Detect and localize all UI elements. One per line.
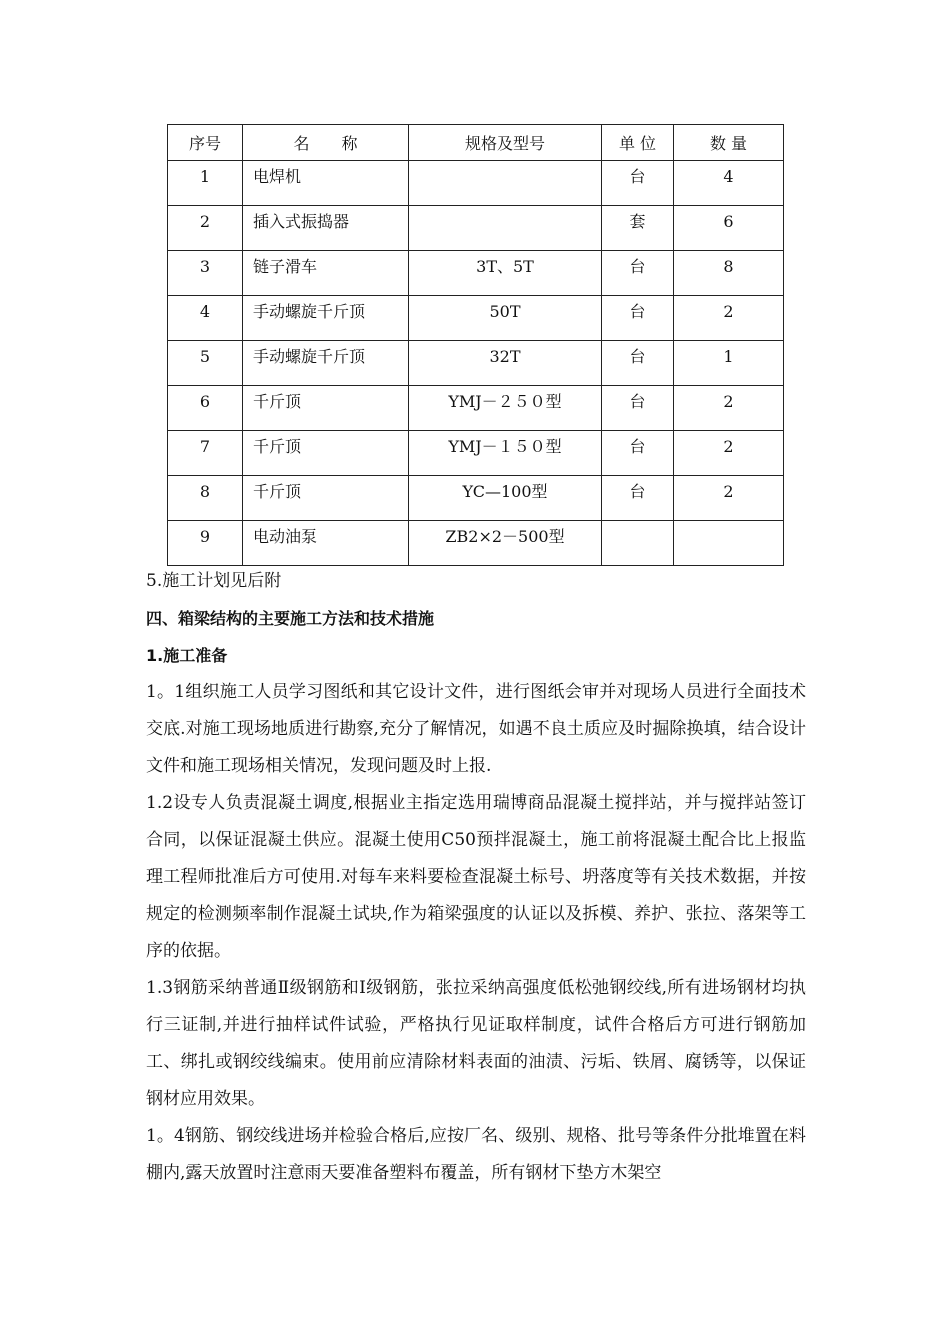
header-no: 序号 [168, 125, 243, 161]
row-unit: 台 [629, 257, 646, 276]
table-row [168, 521, 784, 566]
row-qty: 2 [723, 482, 734, 501]
row-unit [602, 521, 673, 527]
row-qty: 2 [723, 392, 734, 411]
schedule-note: 5.施工计划见后附 [146, 571, 282, 591]
table-row [168, 161, 784, 206]
row-qty: 6 [723, 212, 734, 231]
row-name: 电动油泵 [253, 527, 318, 546]
row-spec: 32T [489, 347, 521, 366]
table-row [168, 431, 784, 476]
subsection-heading: 1.施工准备 [146, 646, 228, 665]
table-row [168, 386, 784, 431]
row-spec [409, 206, 601, 212]
table-row [168, 206, 784, 251]
paragraph-1-3: 1.3钢筋采纳普通Ⅱ级钢筋和Ⅰ级钢筋，张拉采纳高强度低松弛钢绞线,所有进场钢材均执行三证制,并进行抽样试件试验，严格执行见证取样制度，试件合格后方可进行钢筋加工、绑扎或钢绞线编束。使用前应清除材料表面的油渍、污垢、铁屑、腐锈等，以保证钢材应用效果。 [146, 978, 806, 1109]
paragraph-1-1: 1。1组织施工人员学习图纸和其它设计文件，进行图纸会审并对现场人员进行全面技术交底.对施工现场地质进行勘察,充分了解情况，如遇不良土质应及时掘除换填，结合设计文件和施工现场相关情况，发现问题及时上报. [146, 682, 806, 776]
row-unit: 台 [629, 482, 646, 501]
row-spec: 50T [489, 302, 521, 321]
header-unit: 单 位 [602, 125, 674, 161]
row-no: 9 [199, 527, 211, 546]
row-spec: YMJ－１５０型 [448, 437, 562, 456]
table-header-row [168, 125, 784, 161]
header-spec: 规格及型号 [409, 125, 602, 161]
row-unit: 台 [629, 392, 646, 411]
row-name: 千斤顶 [253, 437, 302, 456]
row-spec: YC—100型 [462, 482, 548, 501]
row-no: 4 [199, 302, 211, 321]
paragraph-1-4: 1。4钢筋、钢绞线进场并检验合格后,应按厂名、级别、规格、批号等条件分批堆置在料棚内,露天放置时注意雨天要准备塑料布覆盖，所有钢材下垫方木架空 [146, 1126, 806, 1183]
row-spec [409, 161, 601, 167]
row-unit: 台 [629, 167, 646, 186]
row-unit: 台 [629, 437, 646, 456]
row-name: 插入式振捣器 [253, 212, 350, 231]
row-unit: 台 [629, 347, 646, 366]
table-row [168, 296, 784, 341]
row-qty [674, 521, 783, 527]
row-unit: 套 [629, 212, 646, 231]
row-no: 1 [199, 167, 211, 186]
row-no: 6 [199, 392, 211, 411]
row-spec: YMJ－２５０型 [448, 392, 562, 411]
table-row [168, 476, 784, 521]
row-name: 千斤顶 [253, 392, 302, 411]
row-qty: 8 [723, 257, 734, 276]
row-name: 手动螺旋千斤顶 [253, 302, 366, 321]
table-row [168, 251, 784, 296]
body-text [146, 563, 806, 1192]
equipment-table [167, 124, 784, 566]
row-name: 手动螺旋千斤顶 [253, 347, 366, 366]
section-heading: 四、箱梁结构的主要施工方法和技术措施 [146, 609, 435, 628]
row-qty: 1 [723, 347, 734, 366]
row-no: 5 [199, 347, 211, 366]
header-name: 名 称 [243, 125, 409, 161]
row-no: 2 [199, 212, 211, 231]
table-row [168, 341, 784, 386]
row-qty: 2 [723, 437, 734, 456]
row-no: 8 [199, 482, 211, 501]
header-qty: 数 量 [674, 125, 784, 161]
row-name: 千斤顶 [253, 482, 302, 501]
row-spec: 3T、5T [476, 257, 534, 276]
row-name: 链子滑车 [253, 257, 318, 276]
row-unit: 台 [629, 302, 646, 321]
row-no: 3 [199, 257, 211, 276]
row-qty: 2 [723, 302, 734, 321]
row-name: 电焊机 [253, 167, 302, 186]
paragraph-1-2: 1.2设专人负责混凝土调度,根据业主指定选用瑞博商品混凝土搅拌站，并与搅拌站签订合同，以保证混凝土供应。混凝土使用C50预拌混凝土，施工前将混凝土配合比上报监理工程师批准后方可使用.对每车来料要检查混凝土标号、坍落度等有关技术数据，并按规定的检测频率制作混凝土试块,作为箱梁强度的认证以及拆模、养护、张拉、落架等工序的依据。 [146, 793, 806, 961]
row-qty: 4 [723, 167, 734, 186]
row-no: 7 [199, 437, 211, 456]
row-spec: ZB2×2－500型 [445, 527, 565, 546]
